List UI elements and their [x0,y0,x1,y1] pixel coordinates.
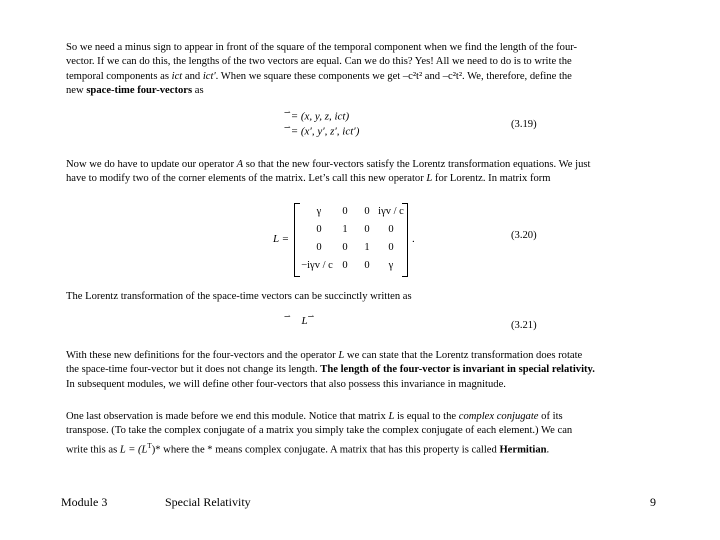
paragraph-operator [66,158,678,187]
matrix-cell: 1 [364,242,370,253]
matrix-cell: 0 [364,260,370,271]
paragraph-intro [66,41,678,99]
text-span: new [66,85,87,97]
text-span: so that the new four-vectors satisfy the Lorentz transformation equations. We just [243,159,591,170]
text-span: With these new definitions for the four-vectors and the operator [66,350,339,361]
equation-line [284,123,359,138]
vector-arrow-icon: ⇀ [307,312,315,321]
footer-title: Special Relativity [165,495,251,509]
text-line: In subsequent modules, we will define other four-vectors that also possess this invariance in magnitude. [66,378,506,390]
equation-3-19 [284,108,359,137]
equation-number: (3.21) [511,320,537,331]
matrix-cell: 0 [388,242,394,253]
text-span: is equal to the [394,411,459,422]
text-span: of its [538,411,563,422]
matrix-cell: 0 [342,260,348,271]
matrix-cell: 0 [364,206,370,217]
text-line: vector. If we can do this, the lengths of the two vectors are equal. Can we do this? Yes! All we need to do is to write the [66,56,572,68]
text-span: One last observation is made before we end this module. Notice that matrix [66,411,389,422]
text-span: )* [151,444,161,456]
vector-arrow-icon: ⇀ [284,122,291,132]
italic-term: complex conjugate [458,411,539,422]
page-number: 9 [650,495,656,509]
text-line [66,349,678,363]
italic-term: ict' [202,70,216,82]
equation-3-21 [284,312,314,327]
matrix-cell: 0 [342,206,348,217]
text-line [66,84,678,98]
text-line: So we need a minus sign to appear in front of the square of the temporal component when we find the length of the four- [66,42,578,53]
italic-term: L [388,411,395,422]
text-span: temporal components as [66,70,172,82]
paragraph-succinct [66,290,678,304]
matrix-cell: γ [316,206,322,217]
text-span: the space-time four-vector but it does not change its length. [66,364,321,376]
text-span: as [192,85,204,97]
italic-term: ict [171,70,183,82]
italic-term: A [236,159,244,170]
text-span: for Lorentz. In matrix form [432,173,551,185]
matrix-lhs: L = [273,233,290,245]
matrix-cell: 0 [388,224,394,235]
matrix-row [294,224,408,238]
equation-text: L [301,314,308,327]
bold-statement: The length of the four-vector is invariant in special relativity. [320,364,595,376]
matrix-cell: 0 [316,242,322,253]
text-line [66,172,678,186]
matrix-cell: 0 [364,224,370,235]
bold-term: space-time four-vectors [86,85,193,97]
matrix-cell: 1 [342,224,348,235]
text-span: write this as [66,444,120,456]
matrix-cell: −iγv / c [301,260,333,271]
text-line [66,439,678,458]
text-line [66,158,678,172]
equation-line [284,108,359,123]
matrix-row [294,242,408,256]
footer-module: Module 3 [61,495,108,509]
equation-text: = (x′, y′, z′, ict′) [290,125,360,138]
text-span: and [182,70,203,82]
vector-arrow-icon: ⇀ [284,108,291,117]
text-span: Now we do have to update our operator [66,159,237,170]
equation-number: (3.20) [511,230,537,241]
italic-term: L = (L [119,444,148,456]
text-span: we can state that the Lorentz transformation does rotate [344,350,583,361]
text-span: . [546,444,550,456]
text-line: transpose. (To take the complex conjugate of a matrix you simply take the complex conjugate of each element.) We can [66,425,573,437]
equation-number: (3.19) [511,119,537,130]
text-span: have to modify two of the corner elements of the matrix. Let’s call this new operator [66,173,427,185]
text-line: The Lorentz transformation of the space-time vectors can be succinctly written as [66,291,412,302]
text-line [66,410,678,424]
matrix-cell: iγv / c [378,206,404,217]
text-span: where the * means complex conjugate. A matrix that has this property is called [160,444,500,456]
italic-term: L [426,173,433,185]
text-span: . When we square these components we get –c²t² and –c²t². We, therefore, define the [215,70,572,82]
matrix-cell: γ [388,260,394,271]
matrix-cell: 0 [316,224,322,235]
equation-text: = (x, y, z, ict) [290,110,350,123]
paragraph-hermitian [66,410,678,458]
matrix-row [294,260,408,274]
text-line [66,70,678,84]
matrix-row [294,206,408,220]
paragraph-invariance [66,349,678,392]
text-line [66,363,678,377]
bold-term: Hermitian [499,444,547,456]
matrix-cell: 0 [342,242,348,253]
italic-term: L [338,350,345,361]
superscript: T [147,441,152,450]
vector-arrow-icon: ⇀ [284,312,291,321]
matrix-trailing-period: . [412,233,415,245]
lorentz-matrix [294,203,408,277]
